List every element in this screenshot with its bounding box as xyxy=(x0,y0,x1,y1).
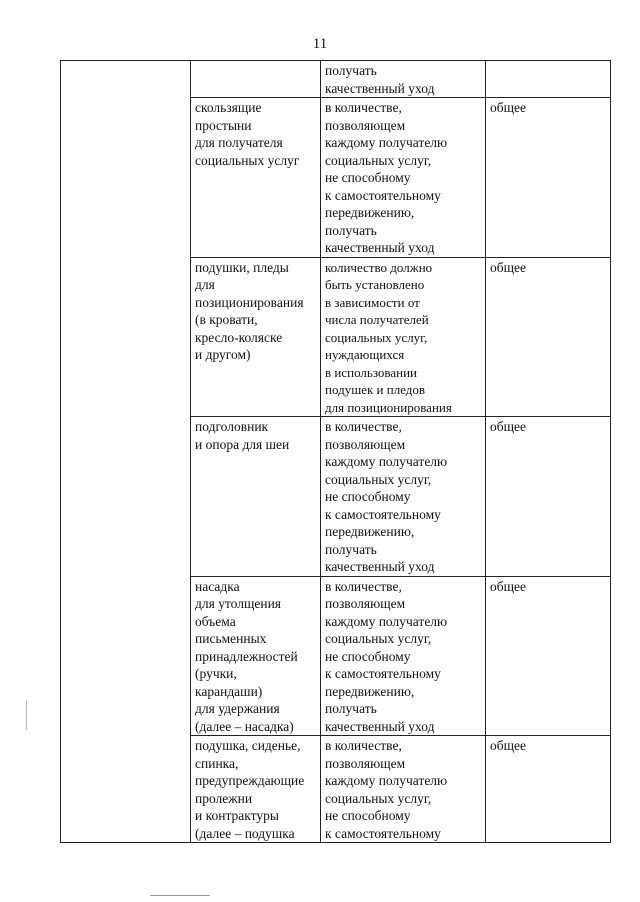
type-cell: общее xyxy=(486,417,611,577)
quantity-cell: в количестве, позволяющем каждому получателю социальных услуг, не способному к самостоятельному передвижению, получать качественный уход xyxy=(321,576,486,736)
quantity-cell: в количестве, позволяющем каждому получателю социальных услуг, не способному к самостоятельному передвижению, получать качественный уход xyxy=(321,417,486,577)
type-cell: общее xyxy=(486,257,611,417)
type-cell xyxy=(486,61,611,98)
equipment-table xyxy=(60,60,611,843)
quantity-cell: количество должно быть установлено в зависимости от числа получателей социальных услуг, нуждающихся в использовании подушек и пледов для позиционирования xyxy=(321,257,486,417)
type-cell: общее xyxy=(486,98,611,258)
quantity-cell: в количестве, позволяющем каждому получателю социальных услуг, не способному к самостоятельному передвижению, получать качественный уход xyxy=(321,98,486,258)
quantity-cell: в количестве, позволяющем каждому получателю социальных услуг, не способному к самостоятельному xyxy=(321,736,486,843)
scan-artifact xyxy=(150,895,210,896)
type-cell: общее xyxy=(486,736,611,843)
merged-left-cell xyxy=(61,61,191,843)
item-cell: подголовник и опора для шеи xyxy=(191,417,321,577)
table-row xyxy=(61,61,611,98)
item-cell: подушки, пледы для позиционирования (в кровати, кресло-коляске и другом) xyxy=(191,257,321,417)
page-number: 11 xyxy=(312,36,328,52)
item-cell: скользящие простыни для получателя социальных услуг xyxy=(191,98,321,258)
item-cell xyxy=(191,61,321,98)
type-cell: общее xyxy=(486,576,611,736)
quantity-cell: получать качественный уход xyxy=(321,61,486,98)
item-cell: насадка для утолщения объема письменных принадлежностей (ручки, карандаши) для удержания (далее – насадка) xyxy=(191,576,321,736)
scan-artifact xyxy=(26,700,27,730)
item-cell: подушка, сиденье, спинка, предупреждающие пролежни и контрактуры (далее – подушка xyxy=(191,736,321,843)
